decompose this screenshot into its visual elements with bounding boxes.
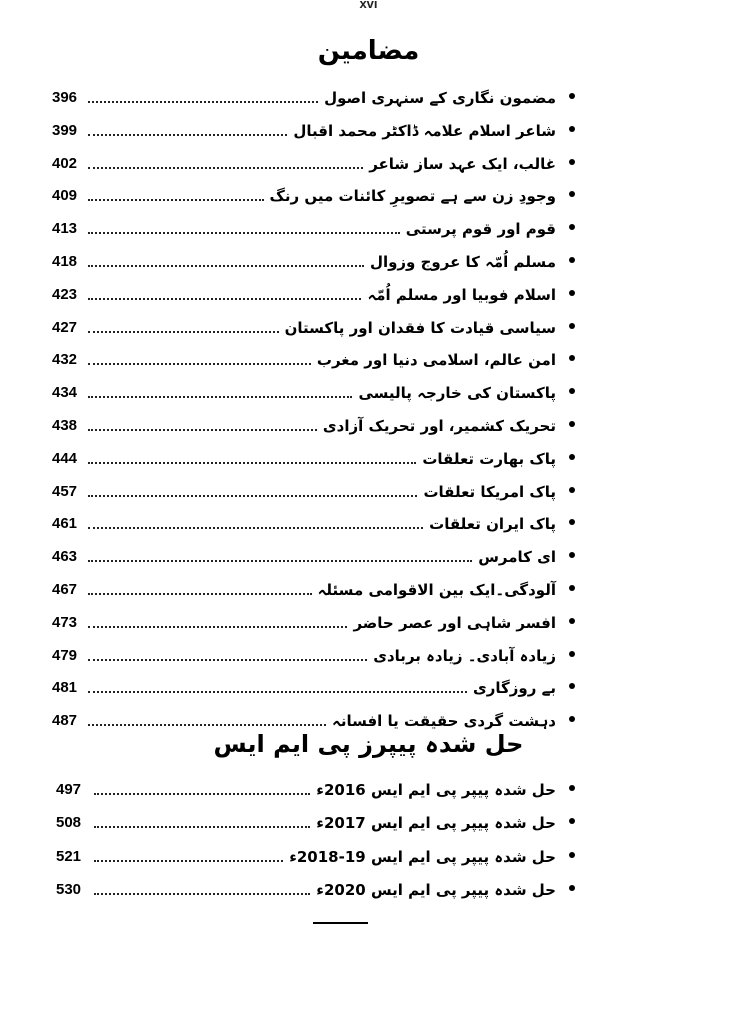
bullet-icon <box>569 651 575 657</box>
entry-page-number: 461 <box>52 515 78 533</box>
dot-leader <box>88 626 347 628</box>
bullet-icon <box>569 885 575 891</box>
entry-title: سیاسی قیادت کا فقدان اور پاکستان <box>284 318 556 337</box>
entry-page-number: 497 <box>56 781 82 798</box>
dot-leader <box>88 199 264 201</box>
bullet-icon <box>569 323 575 329</box>
bullet-icon <box>569 683 575 689</box>
entry-title: امن عالم، اسلامی دنیا اور مغرب <box>316 351 556 370</box>
entry-title: حل شدہ پیپر پی ایم ایس 2020ء <box>316 880 556 899</box>
end-divider <box>313 922 368 924</box>
paper-entry <box>0 842 737 872</box>
toc-entry <box>0 149 737 179</box>
bullet-icon <box>569 454 575 460</box>
dot-leader <box>88 527 423 529</box>
entry-page-number: 521 <box>56 847 82 865</box>
toc-entry <box>0 411 737 441</box>
entry-page-number: 473 <box>52 613 78 631</box>
bullet-icon <box>569 290 575 296</box>
paper-entry <box>0 775 737 805</box>
toc-entry <box>0 214 737 244</box>
toc-entry <box>0 608 737 638</box>
entry-title: شاعر اسلام علامہ ڈاکٹر محمد اقبال <box>293 121 556 140</box>
bullet-icon <box>569 421 575 427</box>
toc-entry <box>0 575 737 605</box>
entry-page-number: 479 <box>52 646 78 664</box>
entry-page-number: 487 <box>52 712 78 730</box>
entry-page-number: 418 <box>52 253 78 270</box>
entry-page-number: 508 <box>56 814 82 832</box>
page-number: xvi <box>359 0 378 11</box>
entry-page-number: 463 <box>52 548 78 566</box>
bullet-icon <box>569 126 575 132</box>
bullet-icon <box>569 388 575 394</box>
contents-heading: مضامین <box>317 36 420 66</box>
dot-leader <box>94 793 310 795</box>
dot-leader <box>88 396 352 398</box>
entry-title: پاک ایران تعلقات <box>429 515 556 534</box>
entry-title: زیادہ آبادی۔ زیادہ بربادی <box>373 646 556 665</box>
entry-title: پاکستان کی خارجہ پالیسی <box>358 384 556 403</box>
toc-entry <box>0 345 737 375</box>
toc-entry <box>0 313 737 343</box>
dot-leader <box>88 298 361 300</box>
entry-title: اسلام فوبیا اور مسلم اُمّہ <box>367 285 556 304</box>
bullet-icon <box>569 618 575 624</box>
dot-leader <box>94 826 310 828</box>
entry-title: بے روزگاری <box>473 679 556 698</box>
dot-leader <box>94 860 283 862</box>
entry-title: حل شدہ پیپر پی ایم ایس 2016ء <box>316 781 556 799</box>
toc-entry <box>0 477 737 507</box>
bullet-icon <box>569 191 575 197</box>
dot-leader <box>94 893 310 895</box>
entry-page-number: 396 <box>52 89 78 106</box>
entry-page-number: 438 <box>52 417 78 434</box>
bullet-icon <box>569 519 575 525</box>
bullet-icon <box>569 487 575 493</box>
dot-leader <box>88 560 472 562</box>
dot-leader <box>88 167 363 169</box>
dot-leader <box>88 462 416 464</box>
entry-page-number: 402 <box>52 154 78 172</box>
entry-title: قوم اور قوم پرستی <box>405 220 556 239</box>
entry-title: وجودِ زن سے ہے تصویرِ کائنات میں رنگ <box>269 187 556 206</box>
bullet-icon <box>569 716 575 722</box>
bullet-icon <box>569 224 575 230</box>
entry-title: پاک بھارت تعلقات <box>422 449 556 468</box>
bullet-icon <box>569 818 575 824</box>
entry-title: پاک امریکا تعلقات <box>423 482 556 501</box>
dot-leader <box>88 593 312 595</box>
toc-entry <box>0 542 737 572</box>
dot-leader <box>88 265 364 267</box>
entry-page-number: 427 <box>52 318 78 336</box>
toc-entry <box>0 641 737 671</box>
bullet-icon <box>569 93 575 99</box>
entry-title: تحریک کشمیر، اور تحریک آزادی <box>322 417 556 435</box>
entry-page-number: 432 <box>52 351 78 369</box>
toc-entry <box>0 444 737 474</box>
entry-page-number: 481 <box>52 679 78 697</box>
entry-page-number: 409 <box>52 187 78 205</box>
entry-title: حل شدہ پیپر پی ایم ایس 2017ء <box>316 814 556 833</box>
entry-page-number: 399 <box>52 121 78 139</box>
entry-page-number: 434 <box>52 384 78 402</box>
entry-title: غالب، ایک عہد ساز شاعر <box>369 154 556 173</box>
dot-leader <box>88 232 400 234</box>
dot-leader <box>88 429 317 431</box>
dot-leader <box>88 134 287 136</box>
bullet-icon <box>569 159 575 165</box>
bullet-icon <box>569 785 575 791</box>
entry-title: مسلم اُمّہ کا عروج وزوال <box>369 253 556 271</box>
entry-title: افسر شاہی اور عصر حاضر <box>353 613 556 632</box>
bullet-icon <box>569 257 575 263</box>
entry-title: حل شدہ پیپر پی ایم ایس 19-2018ء <box>289 847 556 866</box>
dot-leader <box>88 495 417 497</box>
bullet-icon <box>569 852 575 858</box>
toc-entry <box>0 181 737 211</box>
toc-entry <box>0 378 737 408</box>
toc-entry <box>0 280 737 310</box>
toc-entry <box>0 83 737 113</box>
entry-title: دہشت گردی حقیقت یا افسانہ <box>332 712 556 731</box>
toc-entry <box>0 247 737 277</box>
entry-title: ای کامرس <box>478 548 556 567</box>
entry-page-number: 457 <box>52 482 78 500</box>
entry-page-number: 413 <box>52 220 78 238</box>
solved-papers-heading: حل شدہ پیپرز پی ایم ایس <box>213 730 524 758</box>
dot-leader <box>88 331 279 333</box>
entry-page-number: 444 <box>52 449 78 467</box>
dot-leader <box>88 659 367 661</box>
entry-title: مضمون نگاری کے سنہری اصول <box>324 89 556 107</box>
dot-leader <box>88 101 318 103</box>
bullet-icon <box>569 585 575 591</box>
bullet-icon <box>569 552 575 558</box>
paper-entry <box>0 808 737 838</box>
toc-entry <box>0 509 737 539</box>
paper-entry <box>0 875 737 905</box>
dot-leader <box>88 363 311 365</box>
dot-leader <box>88 691 467 693</box>
toc-entry <box>0 673 737 703</box>
entry-page-number: 467 <box>52 581 78 598</box>
entry-page-number: 530 <box>56 880 82 898</box>
entry-title: آلودگی۔ایک بین الاقوامی مسئلہ <box>317 581 556 599</box>
toc-entry <box>0 116 737 146</box>
entry-page-number: 423 <box>52 285 78 303</box>
dot-leader <box>88 724 326 726</box>
bullet-icon <box>569 355 575 361</box>
